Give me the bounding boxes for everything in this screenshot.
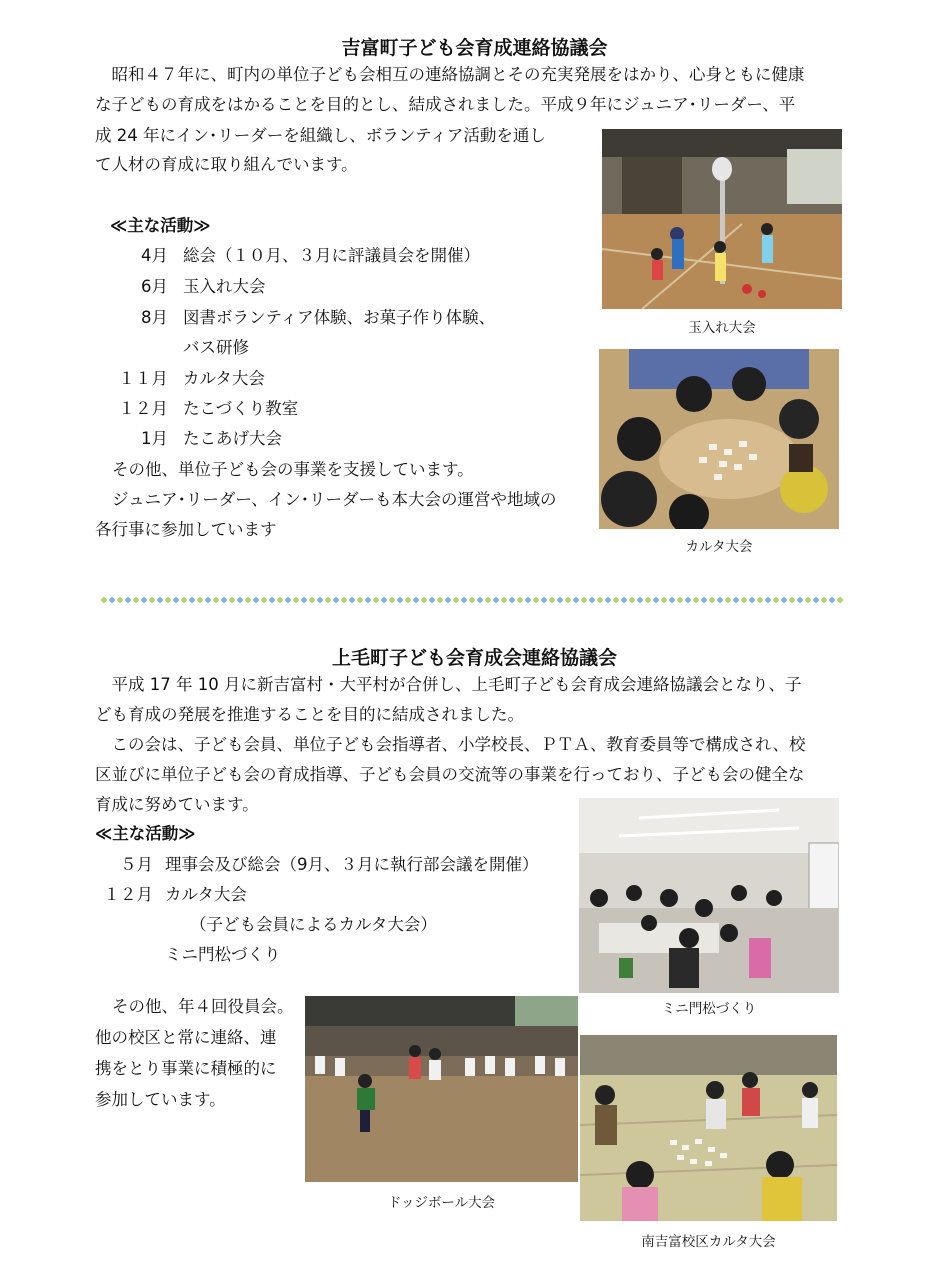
activity-month: 4月 [141,246,168,265]
activity-text: （子ども会員によるカルタ大会） [190,915,437,934]
activity-month: 1月 [141,429,168,448]
section1-intro-line: 昭和４７年に、町内の単位子ども会相互の連絡協調とその充実発展をはかり、心身ともに健康 [95,65,805,84]
activity-text: 玉入れ大会 [183,277,266,296]
karuta-photo [599,349,839,529]
kadomatsu-photo [579,798,839,993]
activity-text: 理事会及び総会（9月、３月に執行部会議を開催） [165,855,539,874]
activity-month: ５月 [120,855,153,874]
section2-intro-line: 区並びに単位子ども会の育成指導、子ども会員の交流等の事業を行っており、子ども会の健全な [95,765,805,784]
section2-closing-line: 他の校区と常に連絡、連 [95,1028,277,1047]
activity-text: 図書ボランティア体験、お菓子作り体験、 [183,308,496,327]
section2-intro-line: 平成 17 年 10 月に新吉富村・大平村が合併し、上毛町子ども会育成会連絡協議会となり、子 [95,675,802,694]
section1-intro-line: 成 24 年にイン･リーダーを組織し、ボランティア活動を通し [95,126,546,145]
section2-intro-line: 育成に努めています。 [95,795,259,814]
section2-intro-line: この会は、子ども会員、単位子ども会指導者、小学校長、ＰＴＡ、教育委員等で構成され、校 [95,735,806,754]
activity-month: １２月 [103,885,153,904]
section1-title: 吉富町子ども会育成連絡協議会 [341,37,608,59]
activity-text: たこあげ大会 [183,429,282,448]
activity-month: 6月 [141,277,168,296]
section2-closing-line: 携をとり事業に積極的に [95,1059,277,1078]
section1-activities-heading: ≪主な活動≫ [110,216,211,235]
activity-month: 8月 [141,308,168,327]
activity-text: 総会（１０月、３月に評議員会を開催） [183,246,480,265]
activity-month: １２月 [118,399,168,418]
section2-closing-line: その他、年４回役員会。 [112,997,294,1016]
section1-intro-line: な子どもの育成をはかることを目的とし、結成されました。平成９年にジュニア･リーダー、平 [95,95,796,114]
activity-text: たこづくり教室 [183,399,299,418]
section2-title: 上毛町子ども会育成会連絡協議会 [331,647,617,669]
karuta-caption: カルタ大会 [685,539,753,555]
activity-text: カルタ大会 [165,885,247,904]
section2-activities-heading: ≪主な活動≫ [95,824,196,843]
dodgeball-caption: ドッジボール大会 [387,1195,496,1211]
section1-closing-line: その他、単位子ども会の事業を支援しています。 [112,460,474,479]
minamiyoshitomi-karuta-photo [580,1035,837,1221]
kadomatsu-caption: ミニ門松づくり [661,1001,757,1017]
section1-intro-line: て人材の育成に取り組んでいます。 [95,155,358,174]
activity-month: １１月 [118,369,168,388]
tamaire-photo [602,129,842,309]
minamiyoshitomi-karuta-caption: 南吉富校区カルタ大会 [641,1234,776,1250]
section1-closing-line: 各行事に参加しています [95,520,277,539]
activity-text: ミニ門松づくり [165,945,281,964]
tamaire-caption: 玉入れ大会 [688,320,756,336]
activity-text: バス研修 [183,338,249,357]
section2-intro-line: ども育成の発展を推進することを目的に結成されました。 [95,705,524,724]
activity-text: カルタ大会 [183,369,265,388]
section2-closing-line: 参加しています。 [95,1090,226,1109]
decorative-divider [100,594,850,606]
section1-closing-line: ジュニア･リーダー、イン･リーダーも本大会の運営や地域の [112,490,557,509]
dodgeball-photo [305,996,578,1182]
